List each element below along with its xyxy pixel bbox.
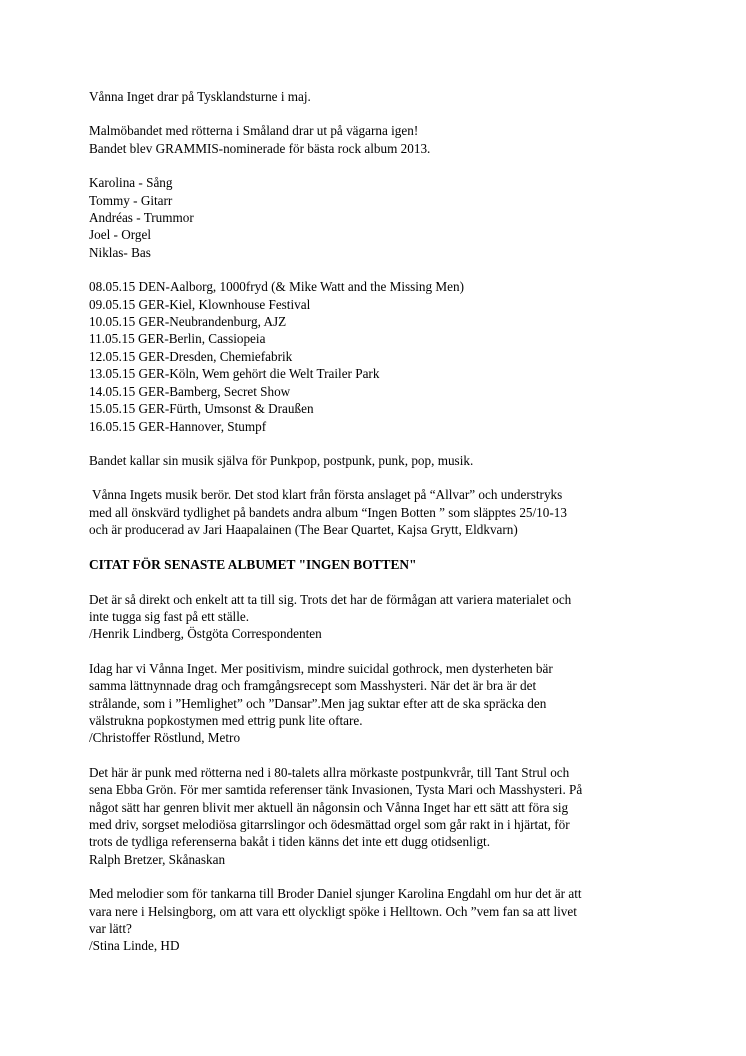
member-item: Niklas- Bas [89, 244, 151, 260]
member-item: Tommy - Gitarr [89, 192, 173, 208]
tour-date-item: 10.05.15 GER-Neubrandenburg, AJZ [89, 314, 287, 330]
quote-line: Idag har vi Vånna Inget. Mer positivism, mindre suicidal gothrock, men dysterheten bär [89, 660, 553, 676]
quote-line: vara nere i Helsingborg, om att vara ett olyckligt spöke i Helltown. Och ”vem fan sa att livet [89, 903, 577, 919]
quote-block [89, 764, 706, 868]
headline: Vånna Inget drar på Tysklandsturne i maj. [89, 89, 311, 104]
member-item: Joel - Orgel [89, 227, 152, 243]
tour-date-item: 14.05.15 GER-Bamberg, Secret Show [89, 383, 291, 399]
quote-block [89, 885, 706, 955]
quote-line: var lätt? [89, 921, 132, 937]
tour-date-item: 09.05.15 GER-Kiel, Klownhouse Festival [89, 296, 311, 312]
quote-line: med driv, sorgset melodiösa gitarrslingor och ödesmättad orgel som går rakt in i hjärtat, för [89, 817, 570, 832]
quote-line: Det är så direkt och enkelt att ta till sig. Trots det har de förmågan att variera materialet och [89, 591, 572, 607]
tour-date-item: 13.05.15 GER-Köln, Wem gehört die Welt Trailer Park [89, 366, 380, 382]
tour-dates-list [89, 278, 706, 435]
intro-line: Bandet blev GRAMMIS-nominerade för bästa rock album 2013. [89, 140, 431, 156]
tour-date-item: 12.05.15 GER-Dresden, Chemiefabrik [89, 348, 293, 364]
genre-paragraph: Bandet kallar sin musik själva för Punkpop, postpunk, punk, pop, musik. [89, 452, 474, 468]
description-paragraph [89, 486, 706, 538]
quote-line: Med melodier som för tankarna till Broder Daniel sjunger Karolina Engdahl om hur det är att [89, 886, 582, 902]
tour-date-item: 11.05.15 GER-Berlin, Cassiopeia [89, 331, 266, 347]
quote-block [89, 660, 706, 747]
quotes-heading: CITAT FÖR SENASTE ALBUMET "INGEN BOTTEN" [89, 556, 417, 572]
intro-line: Malmöbandet med rötterna i Småland drar ut på vägarna igen! [89, 123, 419, 139]
description-line: med all önskvärd tydlighet på bandets andra album “Ingen Botten ” som släpptes 25/10-13 [89, 504, 567, 520]
quote-line: Det här är punk med rötterna ned i 80-talets allra mörkaste postpunkvrår, till Tant Strul och [89, 764, 570, 780]
quote-source: Ralph Bretzer, Skånaskan [89, 851, 226, 867]
description-line: och är producerad av Jari Haapalainen (The Bear Quartet, Kajsa Grytt, Eldkvarn) [89, 522, 518, 538]
quote-line: något sätt har genren blivit mer aktuell än någonsin och Vånna Inget har ett sätt att föra sig [89, 799, 569, 815]
description-line: Vånna Ingets musik berör. Det stod klart från första anslaget på “Allvar” och understryks [89, 487, 563, 503]
tour-date-item: 15.05.15 GER-Fürth, Umsonst & Draußen [89, 401, 314, 417]
quote-line: välstrukna popkostymen med ettrig punk lite oftare. [89, 712, 363, 728]
members-list [89, 174, 706, 261]
quote-source: /Christoffer Röstlund, Metro [89, 730, 241, 746]
quote-block [89, 591, 706, 643]
tour-date-item: 16.05.15 GER-Hannover, Stumpf [89, 418, 267, 434]
quote-line: inte tugga sig fast på ett ställe. [89, 608, 250, 624]
quote-source: /Stina Linde, HD [89, 938, 180, 954]
tour-date-item: 08.05.15 DEN-Aalborg, 1000fryd (& Mike Watt and the Missing Men) [89, 279, 464, 295]
quote-source: /Henrik Lindberg, Östgöta Correspondenten [89, 626, 322, 642]
quote-line: trots de tydliga referenserna bakåt i tiden känns det inte ett dugg otidsenligt. [89, 834, 491, 850]
quote-line: sena Ebba Grön. För mer samtida referenser tänk Invasionen, Tysta Mari och Masshysteri. På [89, 782, 583, 798]
member-item: Andréas - Trummor [89, 210, 194, 226]
quote-line: samma lättnynnade drag och framgångsrecept som Masshysteri. När det är bra är det [89, 678, 537, 694]
quote-line: strålande, som i ”Hemlighet” och ”Dansar”.Men jag suktar efter att de ska spräcka den [89, 695, 547, 711]
intro-paragraph [89, 122, 706, 157]
member-item: Karolina - Sång [89, 175, 173, 191]
